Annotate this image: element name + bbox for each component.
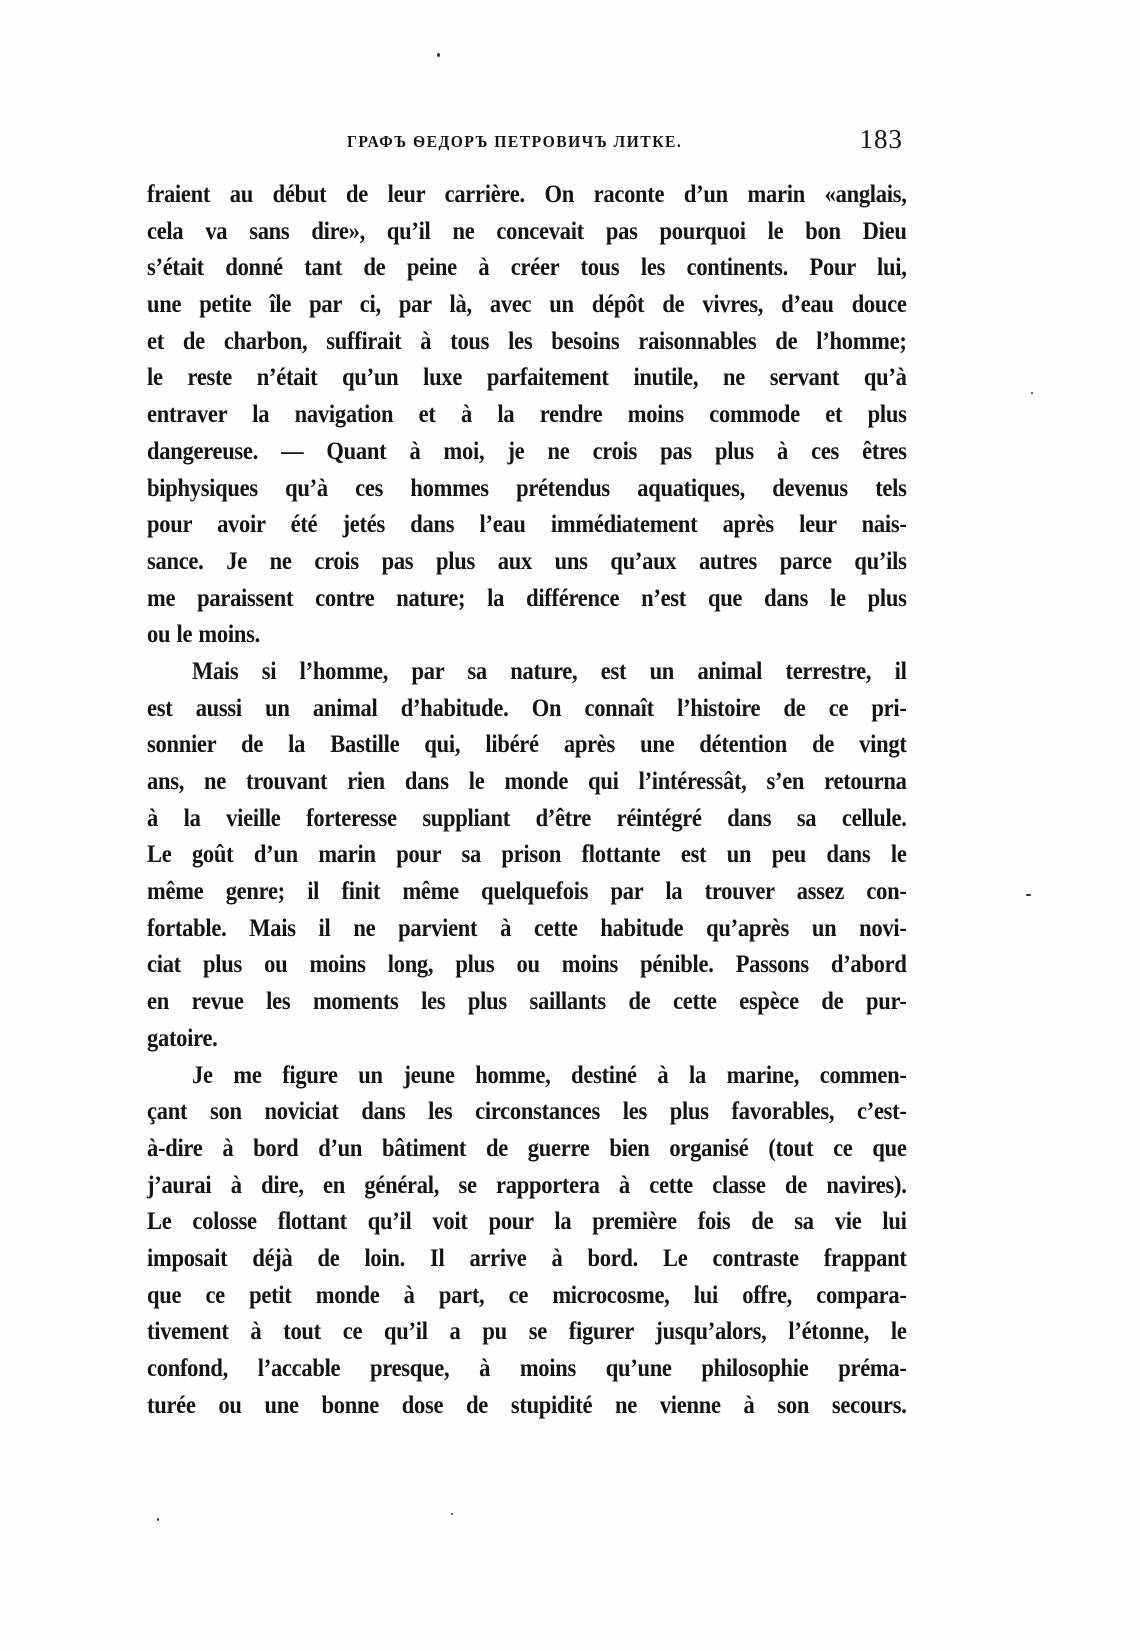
text-line: turée ou une bonne dose de stupidité ne vienne à son secours. xyxy=(147,1391,907,1419)
text-line: entraver la navigation et à la rendre moins commode et plus xyxy=(147,401,907,429)
paragraph-1 xyxy=(147,177,907,654)
scan-speck xyxy=(451,1513,453,1515)
text-line: j’aurai à dire, en général, se rapportera à cette classe de navires). xyxy=(147,1171,907,1199)
text-line: une petite île par ci, par là, avec un dépôt de vivres, d’eau douce xyxy=(147,291,907,319)
text-line: fortable. Mais il ne parvient à cette habitude qu’après un novi- xyxy=(147,914,907,942)
text-line: gatoire. xyxy=(147,1024,218,1052)
text-line: cela va sans dire», qu’il ne concevait pas pourquoi le bon Dieu xyxy=(147,217,907,245)
text-line: et de charbon, suffirait à tous les besoins raisonnables de l’homme; xyxy=(147,327,907,355)
body-text xyxy=(147,177,907,1424)
scan-speck xyxy=(1031,392,1033,394)
text-line: que ce petit monde à part, ce microcosme, lui offre, compara- xyxy=(147,1281,907,1309)
scan-speck xyxy=(437,53,440,57)
text-line: en revue les moments les plus saillants de cette espèce de pur- xyxy=(147,988,907,1016)
text-line: Le colosse flottant qu’il voit pour la première fois de sa vie lui xyxy=(147,1208,907,1236)
text-line: à-dire à bord d’un bâtiment de guerre bien organisé (tout ce que xyxy=(147,1134,907,1162)
running-title: ГРАФЪ ѲЕДОРЪ ПЕТРОВИЧЪ ЛИТКЕ. xyxy=(347,132,683,151)
text-line: Le goût d’un marin pour sa prison flottante est un peu dans le xyxy=(147,841,907,869)
text-line: même genre; il finit même quelquefois par la trouver assez con- xyxy=(147,878,907,906)
text-line: ciat plus ou moins long, plus ou moins pénible. Passons d’abord xyxy=(147,951,907,979)
page-number: 183 xyxy=(859,124,903,154)
paragraph-3 xyxy=(147,1058,907,1425)
text-line: confond, l’accable presque, à moins qu’une philosophie préma- xyxy=(147,1355,907,1382)
text-line: Je me figure un jeune homme, destiné à la marine, commen- xyxy=(192,1061,907,1089)
text-line: à la vieille forteresse suppliant d’être réintégré dans sa cellule. xyxy=(147,804,907,832)
text-line: çant son noviciat dans les circonstances les plus favorables, c’est- xyxy=(147,1098,907,1126)
text-line: pour avoir été jetés dans l’eau immédiatement après leur nais- xyxy=(147,511,907,539)
text-line: sonnier de la Bastille qui, libéré après une détention de vingt xyxy=(147,731,907,759)
scan-speck xyxy=(1026,894,1031,896)
paragraph-2 xyxy=(147,654,907,1058)
scan-speck xyxy=(157,1518,159,1521)
text-line: tivement à tout ce qu’il a pu se figurer jusqu’alors, l’étonne, le xyxy=(147,1318,907,1346)
text-line: ans, ne trouvant rien dans le monde qui l’intéressât, s’en retourna xyxy=(147,768,907,795)
text-line: ou le moins. xyxy=(147,621,260,649)
text-line: dangereuse. — Quant à moi, je ne crois pas plus à ces êtres xyxy=(147,437,907,465)
text-line: imposait déjà de loin. Il arrive à bord. Le contraste frappant xyxy=(147,1244,907,1272)
text-line: sance. Je ne crois pas plus aux uns qu’aux autres parce qu’ils xyxy=(147,547,907,575)
running-head xyxy=(147,122,905,162)
text-line: s’était donné tant de peine à créer tous les continents. Pour lui, xyxy=(147,254,907,282)
text-line: le reste n’était qu’un luxe parfaitement inutile, ne servant qu’à xyxy=(147,364,907,392)
text-line: biphysiques qu’à ces hommes prétendus aquatiques, devenus tels xyxy=(147,474,907,502)
text-line: est aussi un animal d’habitude. On connaît l’histoire de ce pri- xyxy=(147,694,907,722)
text-line: me paraissent contre nature; la différence n’est que dans le plus xyxy=(147,584,907,612)
text-line: Mais si l’homme, par sa nature, est un animal terrestre, il xyxy=(192,657,907,685)
text-line: fraient au début de leur carrière. On raconte d’un marin «anglais, xyxy=(147,181,907,208)
